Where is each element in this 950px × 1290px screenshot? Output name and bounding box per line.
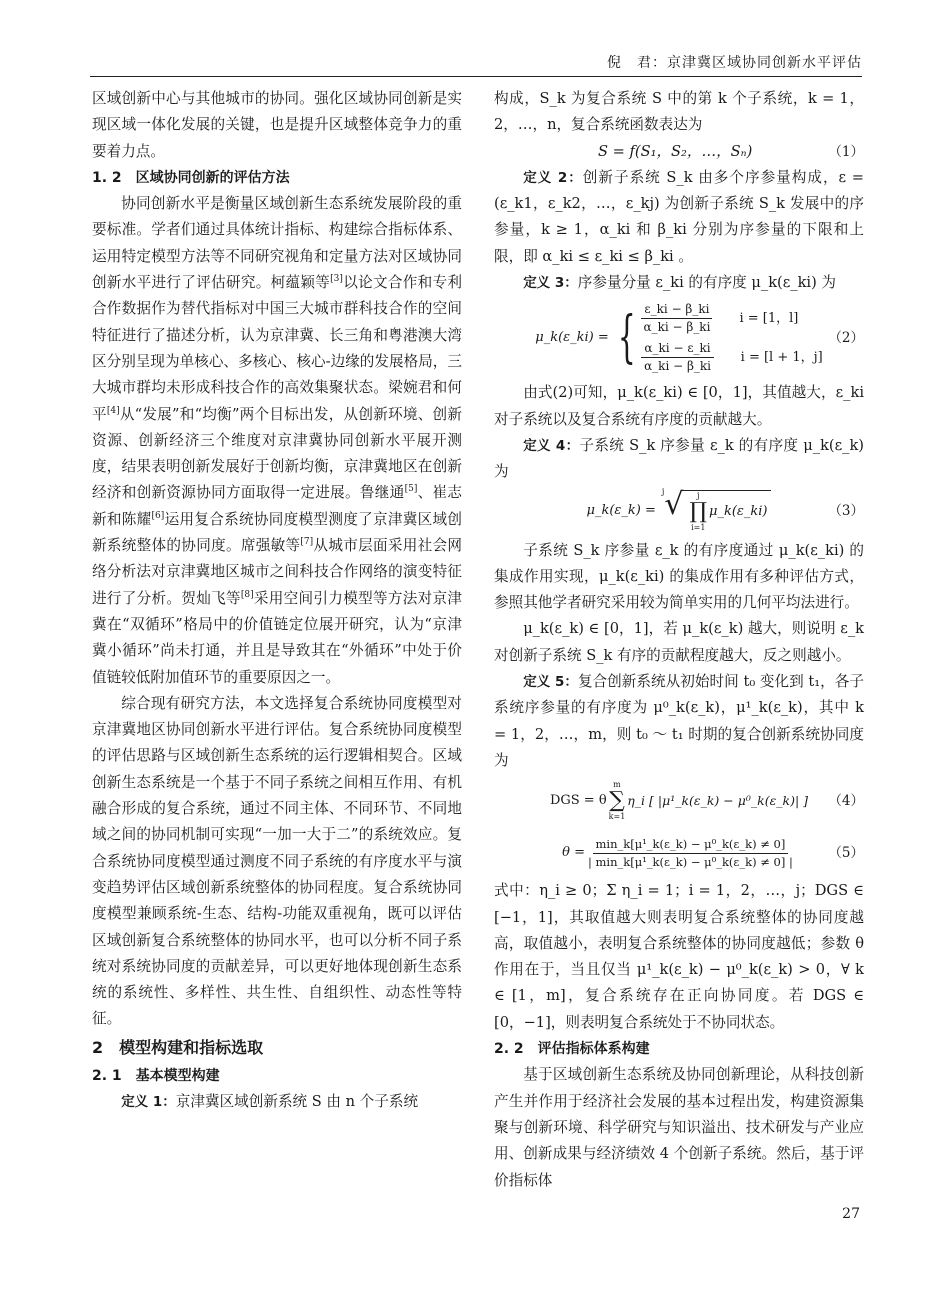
definition-1: 定义 1：京津冀区域创新系统 S 由 n 个子系统 — [121, 1093, 419, 1111]
definition-1-continued: 构成，S_k 为复合系统 S 中的第 k 个子系统，k = 1，2，…，n，复合系统函数表达为 — [494, 90, 864, 134]
citation-ref-6[interactable]: [6] — [151, 510, 165, 521]
equation-2: μ_k(ε_ki) = { $\frac{\varepsilon\_ki - \beta\_ki}{\alpha\_ki - \beta\_ki}$ i = [1，l] $\frac{\alpha\_ki - \varepsilon\_ki}{\alpha\_ki - \beta\_ki}$ i = [l + 1，j] （2） — [535, 302, 864, 374]
equation-5-number: （5） — [828, 845, 864, 862]
equation-1: S = f(S₁，S₂，…，Sₙ) （1） — [494, 139, 864, 165]
equation-4: DGS = θ m ∑ k=1 η_i [ |μ¹_k(ε_k) − μ⁰_k(ε_k)| ] （4） — [549, 780, 864, 822]
equation-4-number: （4） — [828, 793, 864, 810]
citation-ref-7[interactable]: [7] — [300, 537, 314, 548]
definition-3: 定义 3：序参量分量 ε_ki 的有序度 μ_k(ε_ki) 为 — [523, 274, 837, 292]
definition-2: 定义 2：创新子系统 S_k 由多个序参量构成，ε = (ε_k1，ε_k2，…，ε_kj) 为创新子系统 S_k 发展中的序参量，k ≥ 1，α_ki 和 β_ki 分别为序参量的下限和上限，即 α_ki ≤ ε_ki ≤ β_ki 。 — [494, 168, 864, 265]
left-column — [92, 86, 462, 1116]
section-heading-2-2: 2. 2 评估指标体系构建 — [494, 1041, 650, 1058]
paragraph-order-degree: μ_k(ε_k) ∈ [0，1]，若 μ_k(ε_k) 越大，则说明 ε_k 对创新子系统 S_k 有序的贡献程度越大，反之则越小。 — [494, 620, 864, 664]
paragraph-eq-explanation: 式中：η_i ≥ 0；Σ η_i = 1；i = 1，2，…，j；DGS ∈ [−1，1]，其取值越大则表明复合系统整体的协同度越高，取值越小，表明复合系统整体的协同度越低；参数 θ 作用在于，当且仅当 μ¹_k(ε_k) − μ⁰_k(ε_k) > 0，∀ k ∈ [1，m]，复合系统存在正向协同度。若 DGS ∈ [0，−1]，则表明复合系统处于不协同状态。 — [494, 882, 864, 1031]
section-heading-2-1: 2. 1 基本模型构建 — [92, 1067, 220, 1084]
definition-4: 定义 4：子系统 S_k 序参量 ε_k 的有序度 μ_k(ε_k) 为 — [494, 436, 865, 481]
paragraph-index-system: 基于区域创新生态系统及协同创新理论，从科技创新产生并作用于经济社会发展的基本过程出发，构建资源集聚与创新环境、科学研究与知识溢出、技术研发与产业应用、创新成果与经济绩效 4 个创新子系统。然后，基于评价指标体 — [494, 1066, 864, 1189]
section-heading-1-2: 1. 2 区域协同创新的评估方法 — [92, 169, 290, 186]
citation-ref-8[interactable]: [8] — [240, 589, 254, 600]
equation-3-number: （3） — [828, 503, 864, 520]
paragraph-literature-review: 协同创新水平是衡量区域创新生态系统发展阶段的重要标准。学者们通过具体统计指标、构建综合指标体系、运用特定模型方法等不同研究视角和定量方法对区域协同创新水平进行了评估研究。柯蕴颖等[3]以论文合作和专利合作数据作为替代指标对中国三大城市群科技合作的空间特征进行了描述分析，认为京津冀、长三角和粤港澳大湾区分别呈现为单核心、多核心、核心-边缘的发展格局，三大城市群均未形成科技合作的高效集聚状态。梁婉君和何平[4]从“发展”和“均衡”两个目标出发，从创新环境、创新资源、创新经济三个维度对京津冀协同创新水平展开测度，结果表明创新发展好于创新均衡，京津冀地区在创新经济和创新资源协同方面取得一定进展。鲁继通[5]、崔志新和陈耀[6]运用复合系统协同度模型测度了京津冀区域创新系统整体的协同度。席强敏等[7]从城市层面采用社会网络分析法对京津冀地区城市之间科技合作网络的演变特征进行了分析。贺灿飞等[8]采用空间引力模型等方法对京津冀在“双循环”格局中的价值链定位展开研究，认为“京津冀小循环”尚未打通，并且是导致其在“外循环”中处于价值链较低附加值环节的重要原因之一。 — [92, 195, 462, 686]
running-header — [90, 48, 862, 77]
citation-ref-3[interactable]: [3] — [330, 274, 343, 285]
definition-1-label: 定义 1： — [121, 1094, 176, 1111]
section-heading-2: 2 模型构建和指标选取 — [92, 1037, 264, 1057]
equation-5: θ = $\frac{\text{min\_k[μ¹\_k(ε\_k) − μ⁰\_k(ε\_k) ≠ 0]}}{\text{| min\_k[μ¹\_k(ε\_k) − μ⁰\_k(ε\_k) ≠ 0] |}}$ （5） — [562, 836, 864, 869]
paragraph-eq2-note: 由式(2)可知，μ_k(ε_ki) ∈ [0，1]，其值越大，ε_ki 对子系统以及复合系统有序度的贡献越大。 — [494, 384, 864, 428]
paragraph-intro-end: 区域创新中心与其他城市的协同。强化区域协同创新是实现区域一体化发展的关键，也是提升区域整体竞争力的重要着力点。 — [92, 90, 462, 160]
paragraph-geometric-mean: 子系统 S_k 序参量 ε_k 的有序度通过 μ_k(ε_ki) 的集成作用实现，μ_k(ε_ki) 的集成作用有多种评估方式，参照其他学者研究采用较为简单实用的几何平均法进行。 — [494, 541, 864, 612]
equation-1-number: （1） — [828, 143, 864, 160]
equation-3: μ_k(ε_k) = j √ j ∏ i=1 μ_k(ε_ki) （3） — [586, 487, 864, 533]
running-title: 倪 君：京津冀区域协同创新水平评估 — [607, 55, 862, 71]
equation-2-number: （2） — [828, 330, 864, 347]
citation-ref-5[interactable]: [5] — [404, 484, 418, 495]
paragraph-method-choice: 综合现有研究方法，本文选择复合系统协同度模型对京津冀地区协同创新水平进行评估。复合系统协同度模型的评估思路与区域创新生态系统的运行逻辑相契合。区域创新生态系统是一个基于不同子系统之间相互作用、有机融合形成的复合系统，通过不同主体、不同环节、不同地域之间的协同机制可实现“一加一大于二”的系统效应。复合系统协同度模型通过测度不同子系统的有序度水平与演变趋势评估区域创新系统整体的协同程度。复合系统协同度模型兼顾系统-生态、结构-功能双重视角，既可以评估区域创新复合系统整体的协同水平，也可以分析不同子系统对系统协同度的贡献差异，可以更好地体现创新生态系统的系统性、多样性、共生性、自组织性、动态性等特征。 — [92, 694, 462, 1028]
page-number: 27 — [842, 1206, 860, 1222]
right-column — [494, 86, 864, 1194]
citation-ref-4[interactable]: [4] — [106, 405, 120, 416]
definition-5: 定义 5：复合创新系统从初始时间 t₀ 变化到 t₁，各子系统序参量的有序度为 μ⁰_k(ε_k)，μ¹_k(ε_k)，其中 k = 1，2，…，m，则 t₀ ～ t₁ 时期的复合创新系统协同度为 — [494, 673, 864, 769]
